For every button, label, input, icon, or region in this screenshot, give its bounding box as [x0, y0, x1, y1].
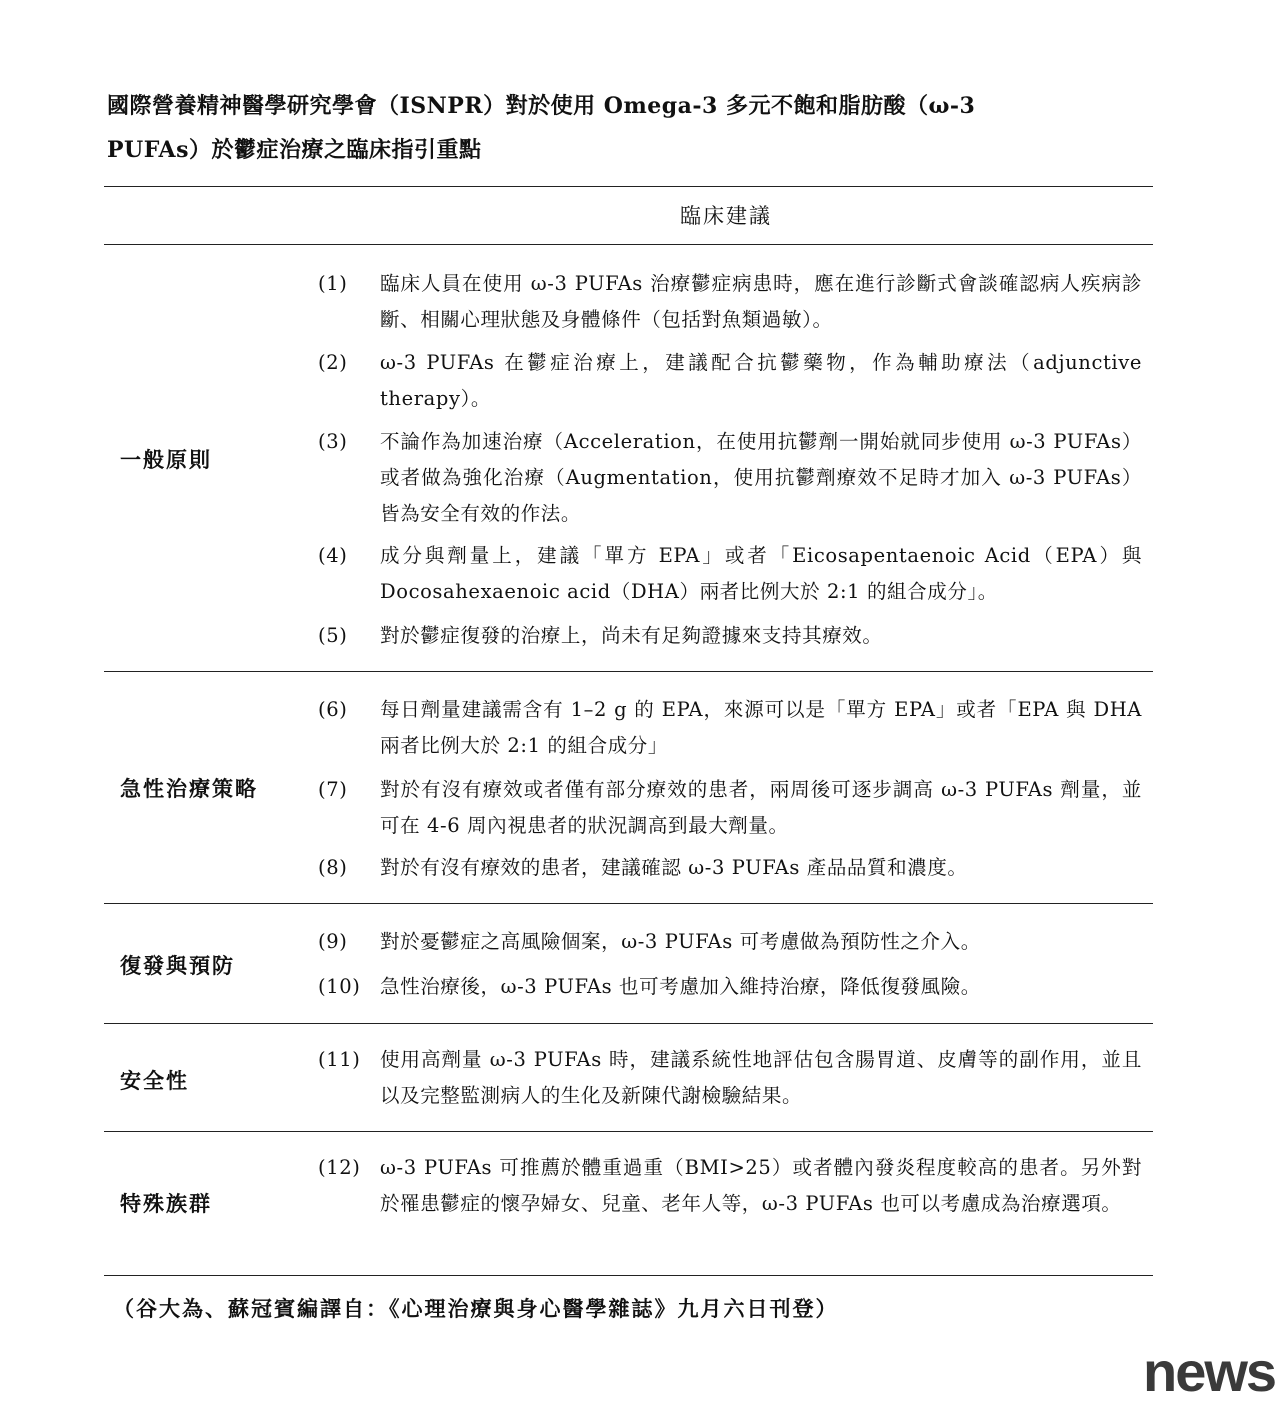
recommendation-item	[318, 345, 1153, 417]
item-text: 急性治療後，ω-3 PUFAs 也可考慮加入維持治療，降低復發風險。	[380, 975, 981, 998]
item-number: (8)	[318, 856, 348, 879]
recommendation-item	[318, 266, 1153, 338]
category-label: 安全性	[120, 1068, 189, 1093]
recommendation-item	[318, 692, 1153, 764]
item-number: (6)	[318, 698, 348, 721]
recommendation-item	[318, 924, 1153, 960]
category-label: 復發與預防	[120, 953, 235, 978]
item-text: 不論作為加速治療（Acceleration，在使用抗鬱劑一開始就同步使用 ω-3 PUFAs）或者做為強化治療（Augmentation，使用抗鬱劑療效不足時才加入 ω-3 PUFAs）皆為安全有效的作法。	[380, 430, 1142, 525]
item-text: 對於鬱症復發的治療上，尚未有足夠證據來支持其療效。	[380, 624, 883, 647]
section-special-populations	[104, 1131, 1153, 1275]
title-line-1: 國際營養精神醫學研究學會（ISNPR）對於使用 Omega-3 多元不飽和脂肪酸（ω-3	[107, 93, 976, 119]
item-number: (12)	[318, 1156, 361, 1179]
item-text: ω-3 PUFAs 在鬱症治療上，建議配合抗鬱藥物，作為輔助療法（adjunctive therapy）。	[380, 351, 1142, 410]
column-header: 臨床建議	[680, 204, 772, 228]
recommendation-item	[318, 538, 1153, 610]
category-label: 急性治療策略	[120, 776, 258, 801]
recommendation-item	[318, 424, 1153, 532]
recommendation-item	[318, 850, 1153, 886]
recommendation-item	[318, 618, 1153, 654]
table-top-rule	[104, 186, 1153, 187]
item-text: 對於憂鬱症之高風險個案，ω-3 PUFAs 可考慮做為預防性之介入。	[380, 930, 981, 953]
item-number: (9)	[318, 930, 348, 953]
section-relapse-prevention	[104, 903, 1153, 1023]
item-number: (7)	[318, 778, 348, 801]
title-line-2: PUFAs）於鬱症治療之臨床指引重點	[107, 137, 482, 163]
page-title	[107, 84, 1107, 172]
item-text: 使用高劑量 ω-3 PUFAs 時，建議系統性地評估包含腸胃道、皮膚等的副作用，並且以及完整監測病人的生化及新陳代謝檢驗結果。	[380, 1048, 1142, 1107]
source-credit: （谷大為、蘇冠賓編譯自：《心理治療與身心醫學雜誌》九月六日刊登）	[113, 1296, 839, 1321]
item-text: 成分與劑量上，建議「單方 EPA」或者「Eicosapentaenoic Acid（EPA）與 Docosahexaenoic acid（DHA）兩者比例大於 2:1 的組合成分」。	[380, 544, 1142, 603]
item-number: (10)	[318, 975, 361, 998]
item-number: (2)	[318, 351, 348, 374]
item-text: 每日劑量建議需含有 1–2 g 的 EPA，來源可以是「單方 EPA」或者「EPA 與 DHA 兩者比例大於 2:1 的組合成分」	[380, 698, 1142, 757]
recommendation-item	[318, 1150, 1153, 1222]
item-number: (3)	[318, 430, 348, 453]
section-general-principles	[104, 244, 1153, 671]
item-text: 對於有沒有療效的患者，建議確認 ω-3 PUFAs 產品品質和濃度。	[380, 856, 968, 879]
item-number: (1)	[318, 272, 348, 295]
item-number: (4)	[318, 544, 348, 567]
item-number: (5)	[318, 624, 348, 647]
item-text: 臨床人員在使用 ω-3 PUFAs 治療鬱症病患時，應在進行診斷式會談確認病人疾病診斷、相關心理狀態及身體條件（包括對魚類過敏）。	[380, 272, 1142, 331]
category-label: 特殊族群	[120, 1191, 212, 1216]
recommendation-item	[318, 1042, 1153, 1114]
recommendation-item	[318, 772, 1153, 844]
section-acute-treatment	[104, 671, 1153, 903]
section-safety	[104, 1023, 1153, 1131]
item-text: 對於有沒有療效或者僅有部分療效的患者，兩周後可逐步調高 ω-3 PUFAs 劑量，並可在 4-6 周內視患者的狀況調高到最大劑量。	[380, 778, 1142, 837]
category-label: 一般原則	[120, 447, 212, 472]
recommendation-item	[318, 969, 1153, 1005]
news-logo: news	[1143, 1340, 1276, 1403]
item-number: (11)	[318, 1048, 361, 1071]
item-text: ω-3 PUFAs 可推薦於體重過重（BMI>25）或者體內發炎程度較高的患者。另外對於罹患鬱症的懷孕婦女、兒童、老年人等，ω-3 PUFAs 也可以考慮成為治療選項。	[380, 1156, 1142, 1215]
table-bottom-rule	[104, 1275, 1153, 1276]
